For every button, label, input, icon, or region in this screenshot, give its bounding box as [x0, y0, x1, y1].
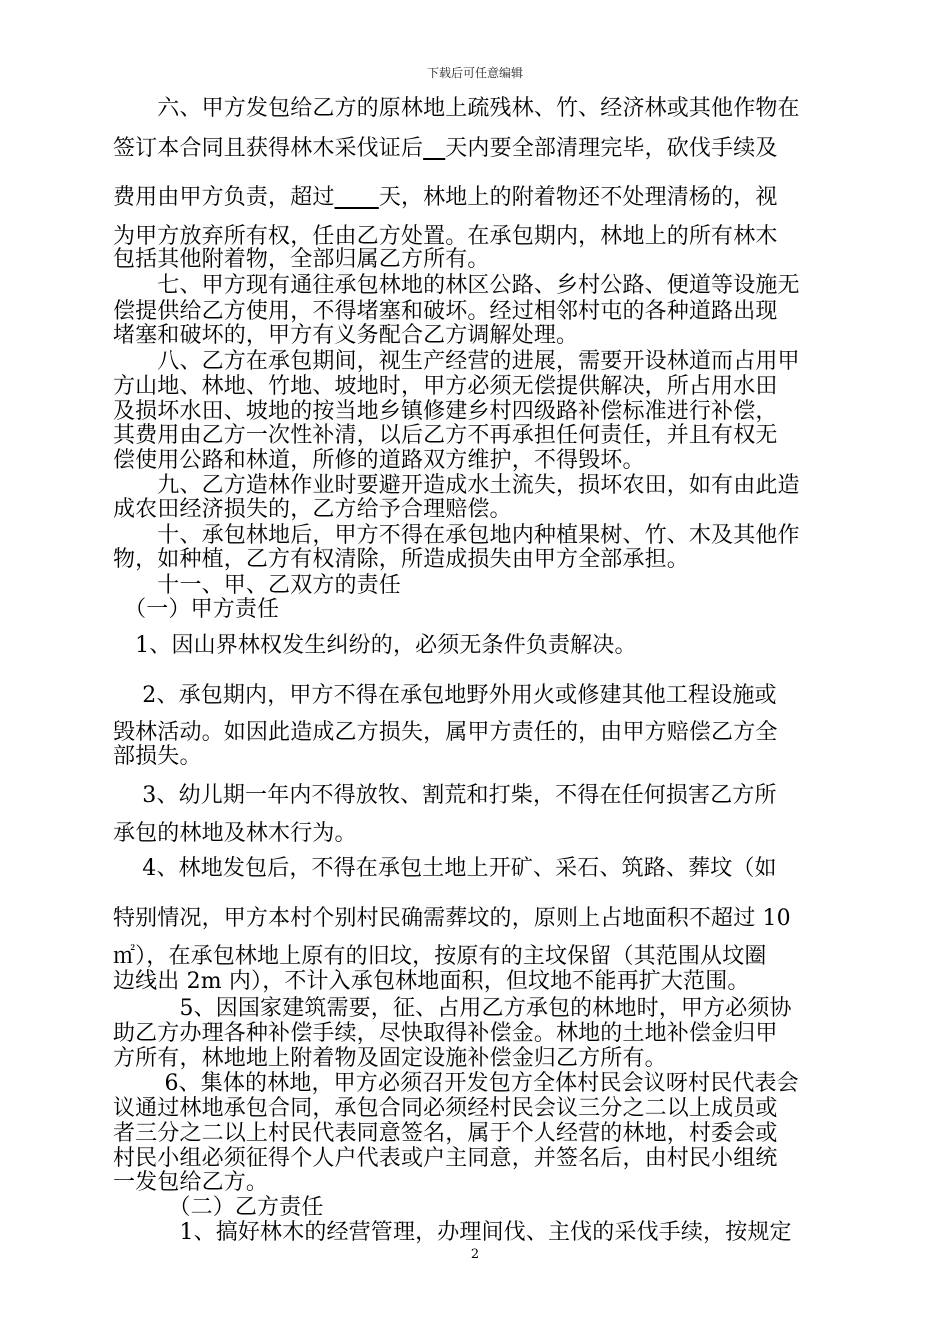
text-line: 九、乙方造林作业时要避开造成水土流失，损坏农田，如有由此造: [113, 473, 800, 498]
text-line: 十一、甲、乙双方的责任: [113, 573, 401, 598]
text-line: 4、林地发包后，不得在承包土地上开矿、采石、筑路、葬坟（如: [113, 856, 777, 881]
text-line: 2、承包期内，甲方不得在承包地野外用火或修建其他工程设施或: [113, 683, 777, 708]
text-line: ㎡），在承包林地上原有的旧坟，按原有的主坟保留（其范围从坟圈: [113, 944, 767, 969]
text-line: 5、因国家建筑需要，征、占用乙方承包的林地时，甲方必须协: [113, 996, 792, 1021]
text-line: 偿提供给乙方使用，不得堵塞和破坏。经过相邻村屯的各种道路出现: [113, 299, 778, 324]
text-line: 1、搞好林木的经营管理，办理间伐、主伐的采伐手续，按规定: [113, 1220, 792, 1245]
text-line: 偿使用公路和林道，所修的道路双方维护，不得毁坏。: [113, 448, 645, 473]
text-line: （一）甲方责任: [113, 597, 280, 622]
text-line: 议通过林地承包合同，承包合同必须经村民会议三分之二以上成员或: [113, 1096, 778, 1121]
text-line: 承包的林地及林木行为。: [113, 821, 357, 846]
text-line: 6、集体的林地，甲方必须召开发包方全体村民会议呀村民代表会: [113, 1071, 799, 1096]
text-line: 签订本合同且获得林木采伐证后 天内要全部清理完毕，砍伐手续及: [113, 136, 778, 161]
text-line: 包括其他附着物，全部归属乙方所有。: [113, 247, 490, 272]
text-line: 物，如种植，乙方有权清除，所造成损失由甲方全部承担。: [113, 547, 689, 572]
text-line: 十、承包林地后，甲方不得在承包地内种植果树、竹、木及其他作: [113, 523, 800, 548]
page-header: 下载后可任意编辑: [426, 66, 523, 80]
text-line: （二）乙方责任: [113, 1195, 324, 1220]
text-line: 七、甲方现有通往承包林地的林区公路、乡村公路、便道等设施无: [113, 273, 800, 298]
text-line: 及损坏水田、坡地的按当地乡镇修建乡村四级路补偿标准进行补偿，: [113, 399, 778, 424]
text-line: 八、乙方在承包期间，视生产经营的进展，需要开设林道而占用甲: [113, 349, 800, 374]
text-line: 3、幼儿期一年内不得放牧、割荒和打柴，不得在任何损害乙方所: [113, 783, 777, 808]
text-line: 方山地、林地、竹地、坡地时，甲方必须无偿提供解决，所占用水田: [113, 374, 778, 399]
page-number: 2: [470, 1247, 480, 1262]
text-line: 特别情况，甲方本村个别村民确需葬坟的，原则上占地面积不超过 10: [113, 906, 791, 931]
text-line: 一发包给乙方。: [113, 1170, 269, 1195]
text-line: 助乙方办理各种补偿手续，尽快取得补偿金。林地的土地补偿金归甲: [113, 1021, 778, 1046]
text-line: 费用由甲方负责，超过 天，林地上的附着物还不处理清杨的，视: [113, 185, 778, 210]
text-line: 六、甲方发包给乙方的原林地上疏残林、竹、经济林或其他作物在: [113, 96, 800, 121]
text-line: 村民小组必须征得个人户代表或户主同意，并签名后，由村民小组统: [113, 1146, 778, 1171]
text-line: 其费用由乙方一次性补清，以后乙方不再承担任何责任，并且有权无: [113, 423, 778, 448]
text-line: 为甲方放弃所有权，任由乙方处置。在承包期内，林地上的所有林木: [113, 224, 778, 249]
text-line: 毁林活动。如因此造成乙方损失，属甲方责任的，由甲方赔偿乙方全: [113, 720, 778, 745]
text-line: 方所有，林地地上附着物及固定设施补偿金归乙方所有。: [113, 1046, 667, 1071]
text-line: 1、因山界林权发生纠纷的，必须无条件负责解决。: [113, 633, 637, 658]
text-line: 堵塞和破坏的，甲方有义务配合乙方调解处理。: [113, 323, 579, 348]
text-line: 边线出 2m 内），不计入承包林地面积，但坟地不能再扩大范围。: [113, 969, 750, 994]
text-line: 成农田经济损失的，乙方给予合理赔偿。: [113, 497, 512, 522]
text-line: 者三分之二以上村民代表同意签名，属于个人经营的林地，村委会或: [113, 1121, 778, 1146]
text-line: 部损失。: [113, 744, 202, 769]
